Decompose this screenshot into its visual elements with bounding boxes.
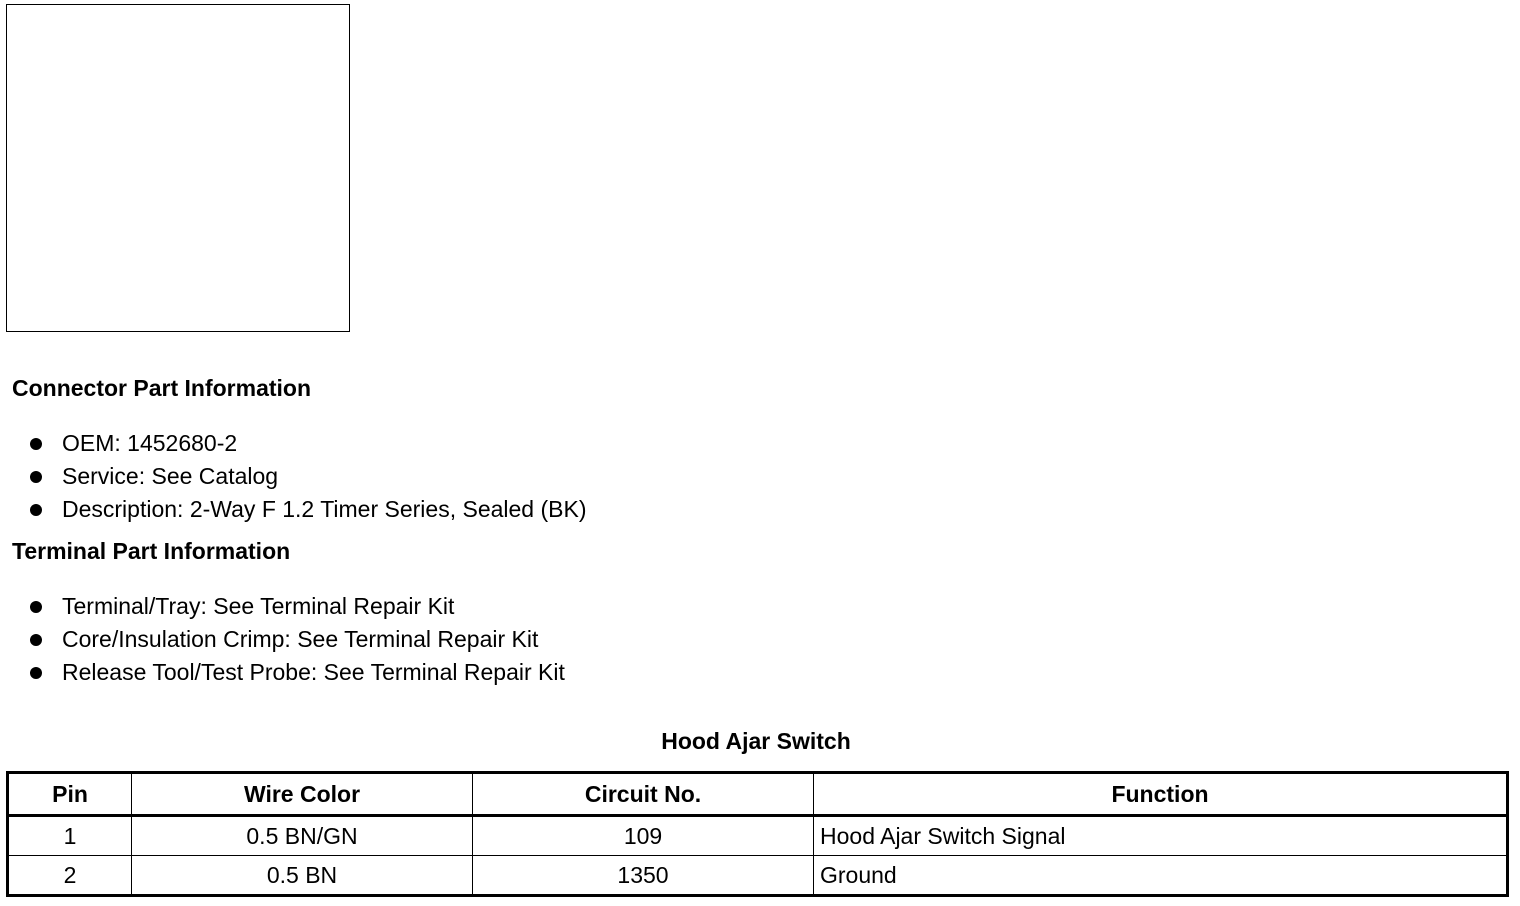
bullet-icon [30,634,42,646]
bullet-icon [30,667,42,679]
list-item-text: Service: See Catalog [62,463,279,489]
list-item [0,590,565,623]
list-item-text: Core/Insulation Crimp: See Terminal Repair Kit [62,626,539,652]
terminal-part-heading: Terminal Part Information [12,538,291,564]
cell-pin: 2 [8,856,132,896]
cell-pin: 1 [8,816,132,856]
table-header-row [8,773,1508,816]
list-item-text: Description: 2-Way F 1.2 Timer Series, Sealed (BK) [62,496,587,522]
column-header-function: Function [814,773,1508,816]
list-item-text: OEM: 1452680-2 [62,430,238,456]
list-item-text: Terminal/Tray: See Terminal Repair Kit [62,593,455,619]
connector-part-list [0,427,587,526]
terminal-part-list [0,590,565,689]
cell-function: Hood Ajar Switch Signal [814,816,1508,856]
table-row [8,856,1508,896]
column-header-circuit-no: Circuit No. [473,773,814,816]
cell-circuit-no: 1350 [473,856,814,896]
column-header-wire-color: Wire Color [132,773,473,816]
list-item [0,623,565,656]
cell-wire-color: 0.5 BN [132,856,473,896]
table-row [8,816,1508,856]
column-header-pin: Pin [8,773,132,816]
list-item [0,493,587,526]
table-title: Hood Ajar Switch [661,728,851,754]
cell-wire-color: 0.5 BN/GN [132,816,473,856]
connector-image-frame [6,4,350,332]
bullet-icon [30,504,42,516]
bullet-icon [30,471,42,483]
bullet-icon [30,601,42,613]
list-item [0,460,587,493]
list-item-text: Release Tool/Test Probe: See Terminal Repair Kit [62,659,565,685]
bullet-icon [30,438,42,450]
pin-table [6,771,1509,897]
cell-function: Ground [814,856,1508,896]
list-item [0,427,587,460]
cell-circuit-no: 109 [473,816,814,856]
connector-part-heading: Connector Part Information [12,375,312,401]
list-item [0,656,565,689]
